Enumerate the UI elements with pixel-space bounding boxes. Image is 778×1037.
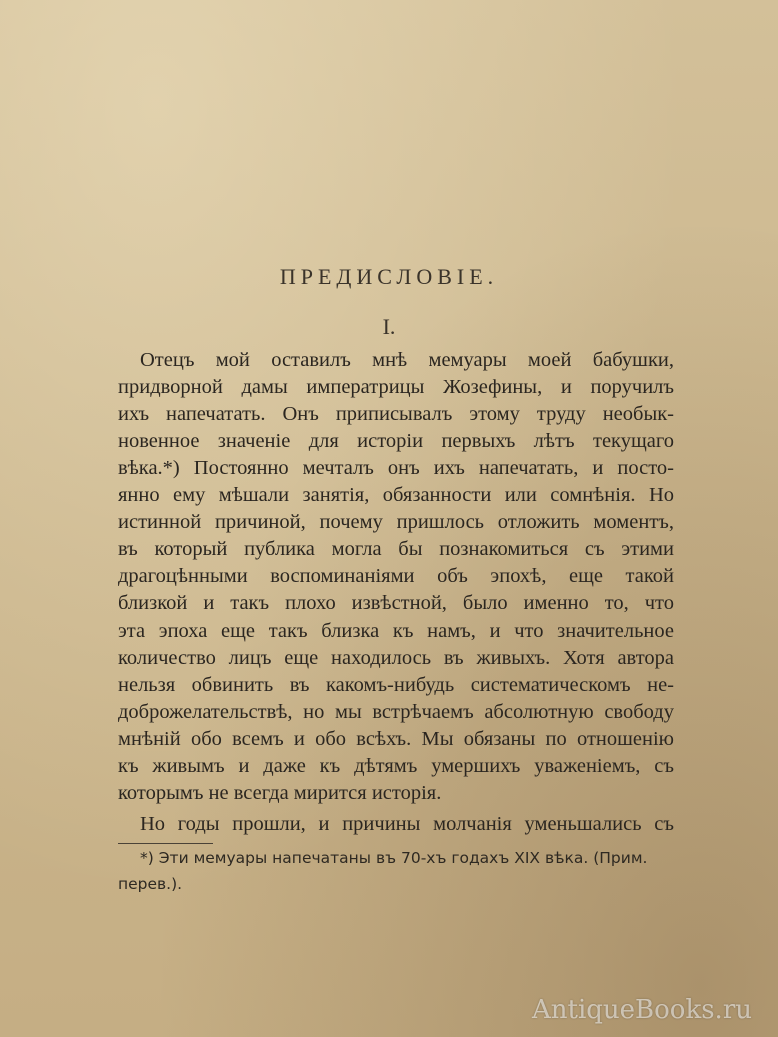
- text-line: близкой и такъ плохо извѣстной, было именно то, что: [118, 592, 674, 615]
- text-line: Отецъ мой оставилъ мнѣ мемуары моей бабушки,: [140, 349, 674, 371]
- text-line: ихъ напечатать. Онъ приписывалъ этому труду необык-: [118, 403, 674, 426]
- footnote-line: *) Эти мемуары напечатаны въ 70-хъ годахъ XIX вѣка. (Прим.: [140, 849, 648, 867]
- text-line: истинной причиной, почему пришлось отложить моментъ,: [118, 511, 674, 534]
- footnote-rule: [118, 843, 213, 844]
- text-line: Но годы прошли, и причины молчанія уменьшались съ: [140, 812, 674, 835]
- text-line: нельзя обвинить въ какомъ-нибудь систематическомъ не-: [118, 673, 674, 696]
- watermark: AntiqueBooks.ru: [531, 995, 752, 1025]
- text-line: доброжелательствѣ, но мы встрѣчаемъ абсолютную свободу: [118, 700, 674, 723]
- text-line: придворной дамы императрицы Жозефины, и поручилъ: [118, 376, 674, 399]
- section-number: I.: [382, 314, 396, 339]
- text-line: мнѣній обо всемъ и обо всѣхъ. Мы обязаны по отношенію: [118, 727, 674, 750]
- footnote-line: перев.).: [118, 875, 183, 893]
- text-line: въ который публика могла бы познакомиться съ этими: [118, 538, 674, 561]
- text-line: драгоцѣнными воспоминаніями объ эпохѣ, еще такой: [118, 565, 674, 588]
- chapter-heading: ПРЕДИСЛОВІЕ.: [279, 264, 499, 289]
- text-line: количество лицъ еще находилось въ живыхъ. Хотя автора: [118, 646, 674, 669]
- text-line: новенное значеніе для исторіи первыхъ лѣтъ текущаго: [118, 430, 674, 453]
- text-line: которымъ не всегда мирится исторія.: [118, 781, 442, 804]
- text-line: къ живымъ и даже къ дѣтямъ умершихъ уваженіемъ, съ: [118, 754, 674, 777]
- text-line: янно ему мѣшали занятія, обязанности или сомнѣнія. Но: [118, 484, 674, 507]
- text-line: вѣка.*) Постоянно мечталъ онъ ихъ напечатать, и посто-: [118, 457, 674, 480]
- text-line: эта эпоха еще такъ близка къ намъ, и что значительное: [118, 619, 674, 642]
